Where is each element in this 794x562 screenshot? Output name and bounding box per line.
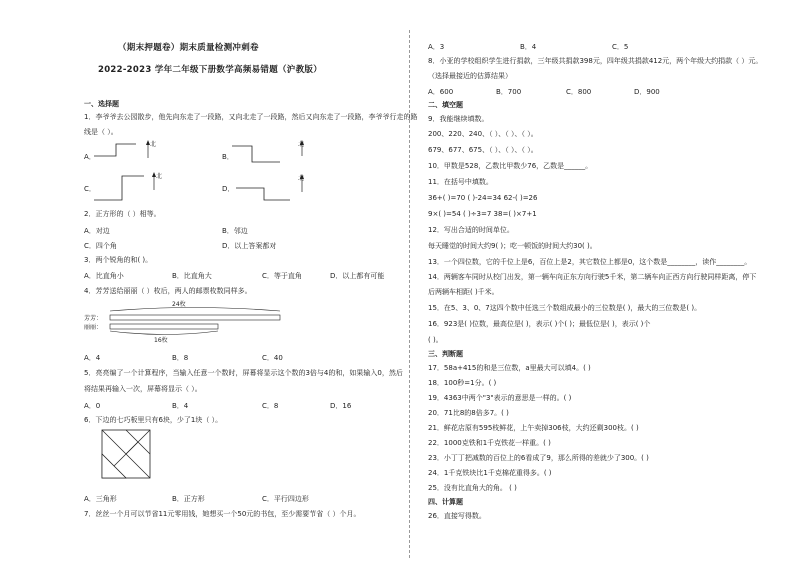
section-fill-blank: 二、填空题 xyxy=(428,101,463,109)
question-13: 13．一个四位数，它的千位上是6，百位上是2，其它数位上都是0，这个数是________，读作________。 xyxy=(428,258,752,266)
question-5-line-1: 5．亮亮编了一个计算程序，当输入任意一个数时，屏幕将显示这个数的3倍与4的和，如果输入0，然后 xyxy=(84,369,403,377)
q4-li-label: 丽丽： xyxy=(84,324,103,331)
q5-option-d: D．16 xyxy=(330,402,352,410)
north-label: 北 xyxy=(150,141,157,148)
q5-option-b: B．4 xyxy=(172,402,189,410)
question-20: 20．71比8的8倍多7。( ) xyxy=(428,409,509,417)
q4-bar-diagram xyxy=(84,298,314,344)
q3-option-d: D．以上都有可能 xyxy=(330,272,385,280)
q6-option-c: C．平行四边形 xyxy=(262,495,309,503)
question-14-line-2: 后两辆车相距( )千米。 xyxy=(428,288,499,296)
q4-bottom-label: 16枚 xyxy=(154,337,168,344)
question-10: 10．甲数是528，乙数比甲数少76，乙数是______。 xyxy=(428,162,593,170)
question-11-row-2: 9×( )=54 ( )÷3=7 38=( )×7+1 xyxy=(428,210,537,218)
q2-option-d: D．以上答案都对 xyxy=(222,242,277,250)
question-22: 22．1000克铁和1千克铁花一样重。( ) xyxy=(428,439,551,447)
section-choice: 一、选择题 xyxy=(84,100,119,108)
question-1-line-2: 线是（ ）。 xyxy=(84,128,118,136)
q1-option-d-label: D． xyxy=(222,185,235,193)
q4-fang-label: 芳芳： xyxy=(84,315,103,322)
north-label: 北 xyxy=(298,141,305,148)
q4-option-c: C．40 xyxy=(262,354,283,362)
section-judgement: 三、判断题 xyxy=(428,350,463,358)
title-line-2: 2022-2023 学年二年级下册数学高频易错题（沪教版） xyxy=(98,65,323,75)
section-calculation: 四、计算题 xyxy=(428,498,463,506)
tangram-figure xyxy=(100,428,152,484)
q8-option-b: B．700 xyxy=(496,88,522,96)
question-19: 19．4363中两个"3"表示的意思是一样的。( ) xyxy=(428,394,572,402)
question-14-line-1: 14．两辆客车同时从校门出发，第一辆车向正东方向行驶5千米，第二辆车向正西方向行驶同样距离，停下 xyxy=(428,273,757,281)
q8-option-c: C．800 xyxy=(566,88,592,96)
q7-option-b: B．4 xyxy=(520,43,537,51)
q7-option-c: C．5 xyxy=(612,43,629,51)
q4-option-b: B．8 xyxy=(172,354,189,362)
question-3: 3．两个锐角的和( )。 xyxy=(84,256,153,264)
q1-option-c-label: C． xyxy=(84,185,96,193)
question-7: 7．丝丝一个月可以节省11元零用钱，她想买一个50元的书包，至少需要节省（ ）个月。 xyxy=(84,510,361,518)
north-label: 北 xyxy=(156,173,163,180)
question-6: 6．下边的七巧板里只有6块，少了1块（ ）。 xyxy=(84,416,223,424)
question-25: 25．没有比直角大的角。 ( ) xyxy=(428,484,517,492)
north-label: 北 xyxy=(298,175,305,182)
question-17: 17．58a+415的和是三位数，a里最大可以填4。( ) xyxy=(428,364,591,372)
question-4: 4．芳芳送给丽丽（ ）枚后，两人的邮票枚数同样多。 xyxy=(84,287,252,295)
question-12-row: 每天睡觉的时间大约9( )；吃一顿饭的时间大约30( )。 xyxy=(428,242,597,250)
question-16-line-1: 16．923是( )位数，最高位是( )，表示( )个( )；最低位是( )，表示( )个 xyxy=(428,320,651,328)
question-11-row-1: 36+( )=70 ( )-24=34 62-( )=26 xyxy=(428,194,538,202)
question-23: 23．小丁丁把减数的百位上的6看成了9，那么所得的差就少了300。( ) xyxy=(428,454,649,462)
title-line-1: （期末押题卷）期末质量检测冲刺卷 xyxy=(118,43,259,53)
q5-option-a: A．0 xyxy=(84,402,101,410)
question-18: 18．100秒=1分。( ) xyxy=(428,379,497,387)
q3-option-a: A．比直角小 xyxy=(84,272,124,280)
question-11: 11．在括号中填数。 xyxy=(428,178,493,186)
question-12: 12．写出合适的时间单位。 xyxy=(428,226,514,234)
question-8-line-1: 8．小亚的学校组织学生进行捐款，三年级共捐款398元，四年级共捐款412元，两个年级大约捐款（ ）元。 xyxy=(428,57,763,65)
question-9-row-2: 679、677、675、（ ）、（ ）、（ ）。 xyxy=(428,146,538,154)
q2-option-c: C．四个角 xyxy=(84,242,117,250)
q4-top-label: 24枚 xyxy=(172,301,186,308)
question-26: 26．直接写得数。 xyxy=(428,512,486,520)
q6-option-a: A．三角形 xyxy=(84,495,117,503)
question-15: 15．在5、3、0、7这四个数中任选三个数组成最小的三位数是( )，最大的三位数是( )。 xyxy=(428,304,702,312)
q4-option-a: A．4 xyxy=(84,354,101,362)
question-8-line-2: （选择最接近的估算结果） xyxy=(428,72,512,80)
q6-option-b: B．正方形 xyxy=(172,495,205,503)
question-21: 21．鲜花店原有595枝鲜花，上午卖掉306枝，大约还剩300枝。( ) xyxy=(428,424,639,432)
q1-option-b-label: B． xyxy=(222,153,234,161)
question-2: 2．正方形的（ ）相等。 xyxy=(84,210,161,218)
question-9: 9．我能继续填数。 xyxy=(428,115,489,123)
q1-option-a-label: A． xyxy=(84,153,96,161)
q2-option-a: A．对边 xyxy=(84,227,110,235)
q8-option-d: D．900 xyxy=(634,88,660,96)
q8-option-a: A．600 xyxy=(428,88,454,96)
q1-option-c-diagram xyxy=(92,170,172,210)
q1-option-d-diagram xyxy=(230,170,320,210)
column-divider xyxy=(409,30,410,558)
question-5-line-2: 将结果再输入一次，屏幕将显示（ ）。 xyxy=(84,385,202,393)
q3-option-c: C．等于直角 xyxy=(262,272,302,280)
q3-option-b: B．比直角大 xyxy=(172,272,212,280)
question-16-line-2: ( )。 xyxy=(428,336,443,344)
question-9-row-1: 200、220、240、（ ）、（ ）、（ ）。 xyxy=(428,130,538,138)
q7-option-a: A．3 xyxy=(428,43,445,51)
question-1-line-1: 1．李爷爷去公园散步，他先向东走了一段路，又向北走了一段路，然后又向东走了一段路，李爷爷行走的路 xyxy=(84,113,418,121)
question-24: 24．1千克铁块比1千克棉花重得多。( ) xyxy=(428,469,552,477)
q5-option-c: C．8 xyxy=(262,402,279,410)
q2-option-b: B．邻边 xyxy=(222,227,248,235)
